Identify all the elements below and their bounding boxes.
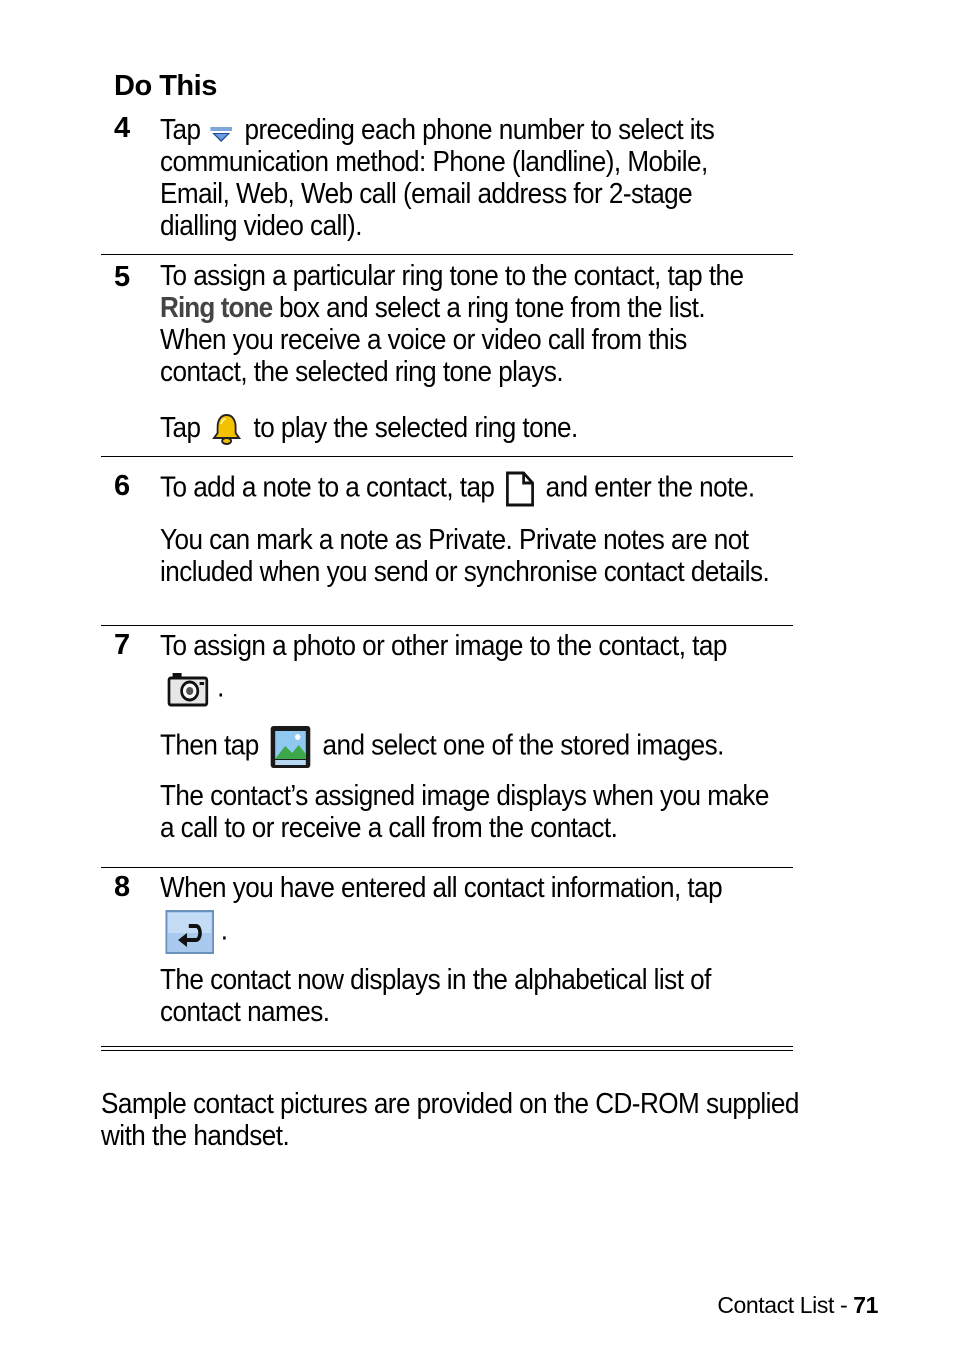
step-row-5 bbox=[101, 255, 793, 457]
page-footer bbox=[717, 1292, 878, 1319]
step-row-7 bbox=[101, 626, 793, 868]
step-text-part: to play the selected ring tone. bbox=[253, 412, 578, 444]
step-text-part: The contact’s assigned image displays when you make a call to or receive a call from the contact. bbox=[160, 780, 769, 844]
table-end-rule bbox=[101, 1046, 793, 1051]
step-text bbox=[160, 626, 772, 844]
step-number: 5 bbox=[114, 261, 131, 293]
step-number: 4 bbox=[114, 112, 131, 144]
image-gallery-icon bbox=[269, 724, 312, 770]
step-text-part: and select one of the stored images. bbox=[322, 729, 724, 762]
return-arrow-icon bbox=[165, 910, 214, 954]
step-text-part: . bbox=[217, 671, 224, 704]
dropdown-arrow-icon bbox=[209, 120, 236, 142]
step-text-part: preceding each phone number to select its communication method: Phone (landline), Mobile, Email, Web, Web call (email address for 2-stage dialling video call). bbox=[160, 114, 715, 242]
camera-icon bbox=[167, 670, 210, 708]
step-text bbox=[160, 868, 772, 1028]
note-page-icon bbox=[505, 471, 536, 507]
step-text-part: The contact now displays in the alphabetical list of contact names. bbox=[160, 964, 711, 1028]
ring-tone-field-label: Ring tone bbox=[160, 292, 273, 324]
footer-section: Contact List - bbox=[717, 1292, 854, 1318]
step-text-part: To add a note to a contact, tap bbox=[160, 471, 495, 504]
step-text-part: . bbox=[220, 914, 228, 947]
step-number: 7 bbox=[114, 629, 131, 661]
step-text bbox=[160, 457, 772, 588]
bell-icon bbox=[211, 412, 243, 446]
step-row-8 bbox=[101, 868, 793, 1047]
step-text bbox=[160, 255, 772, 446]
step-text-part: Tap bbox=[160, 114, 201, 146]
step-text-part: and enter the note. bbox=[545, 471, 755, 504]
step-text bbox=[160, 112, 772, 242]
step-text-part: Tap bbox=[160, 412, 201, 444]
step-text-part: box and select a ring tone from the list. When you receive a voice or video call from this contact, the selected ring tone plays. bbox=[160, 292, 706, 388]
sample-pictures-note: Sample contact pictures are provided on the CD-ROM supplied with the handset. bbox=[101, 1088, 799, 1152]
step-row-4 bbox=[101, 112, 793, 255]
steps-table bbox=[101, 112, 793, 1047]
step-number: 8 bbox=[114, 871, 131, 903]
table-header: Do This bbox=[114, 70, 217, 102]
page-number: 71 bbox=[853, 1292, 878, 1318]
step-text-part: When you have entered all contact information, tap bbox=[160, 872, 723, 904]
step-text-part: Then tap bbox=[160, 729, 259, 762]
step-text-part: You can mark a note as Private. Private notes are not included when you send or synchronise contact details. bbox=[160, 524, 770, 588]
step-text-part: To assign a particular ring tone to the contact, tap the bbox=[160, 260, 744, 292]
step-number: 6 bbox=[114, 470, 131, 502]
step-text-part: To assign a photo or other image to the contact, tap bbox=[160, 630, 727, 662]
step-row-6 bbox=[101, 457, 793, 626]
